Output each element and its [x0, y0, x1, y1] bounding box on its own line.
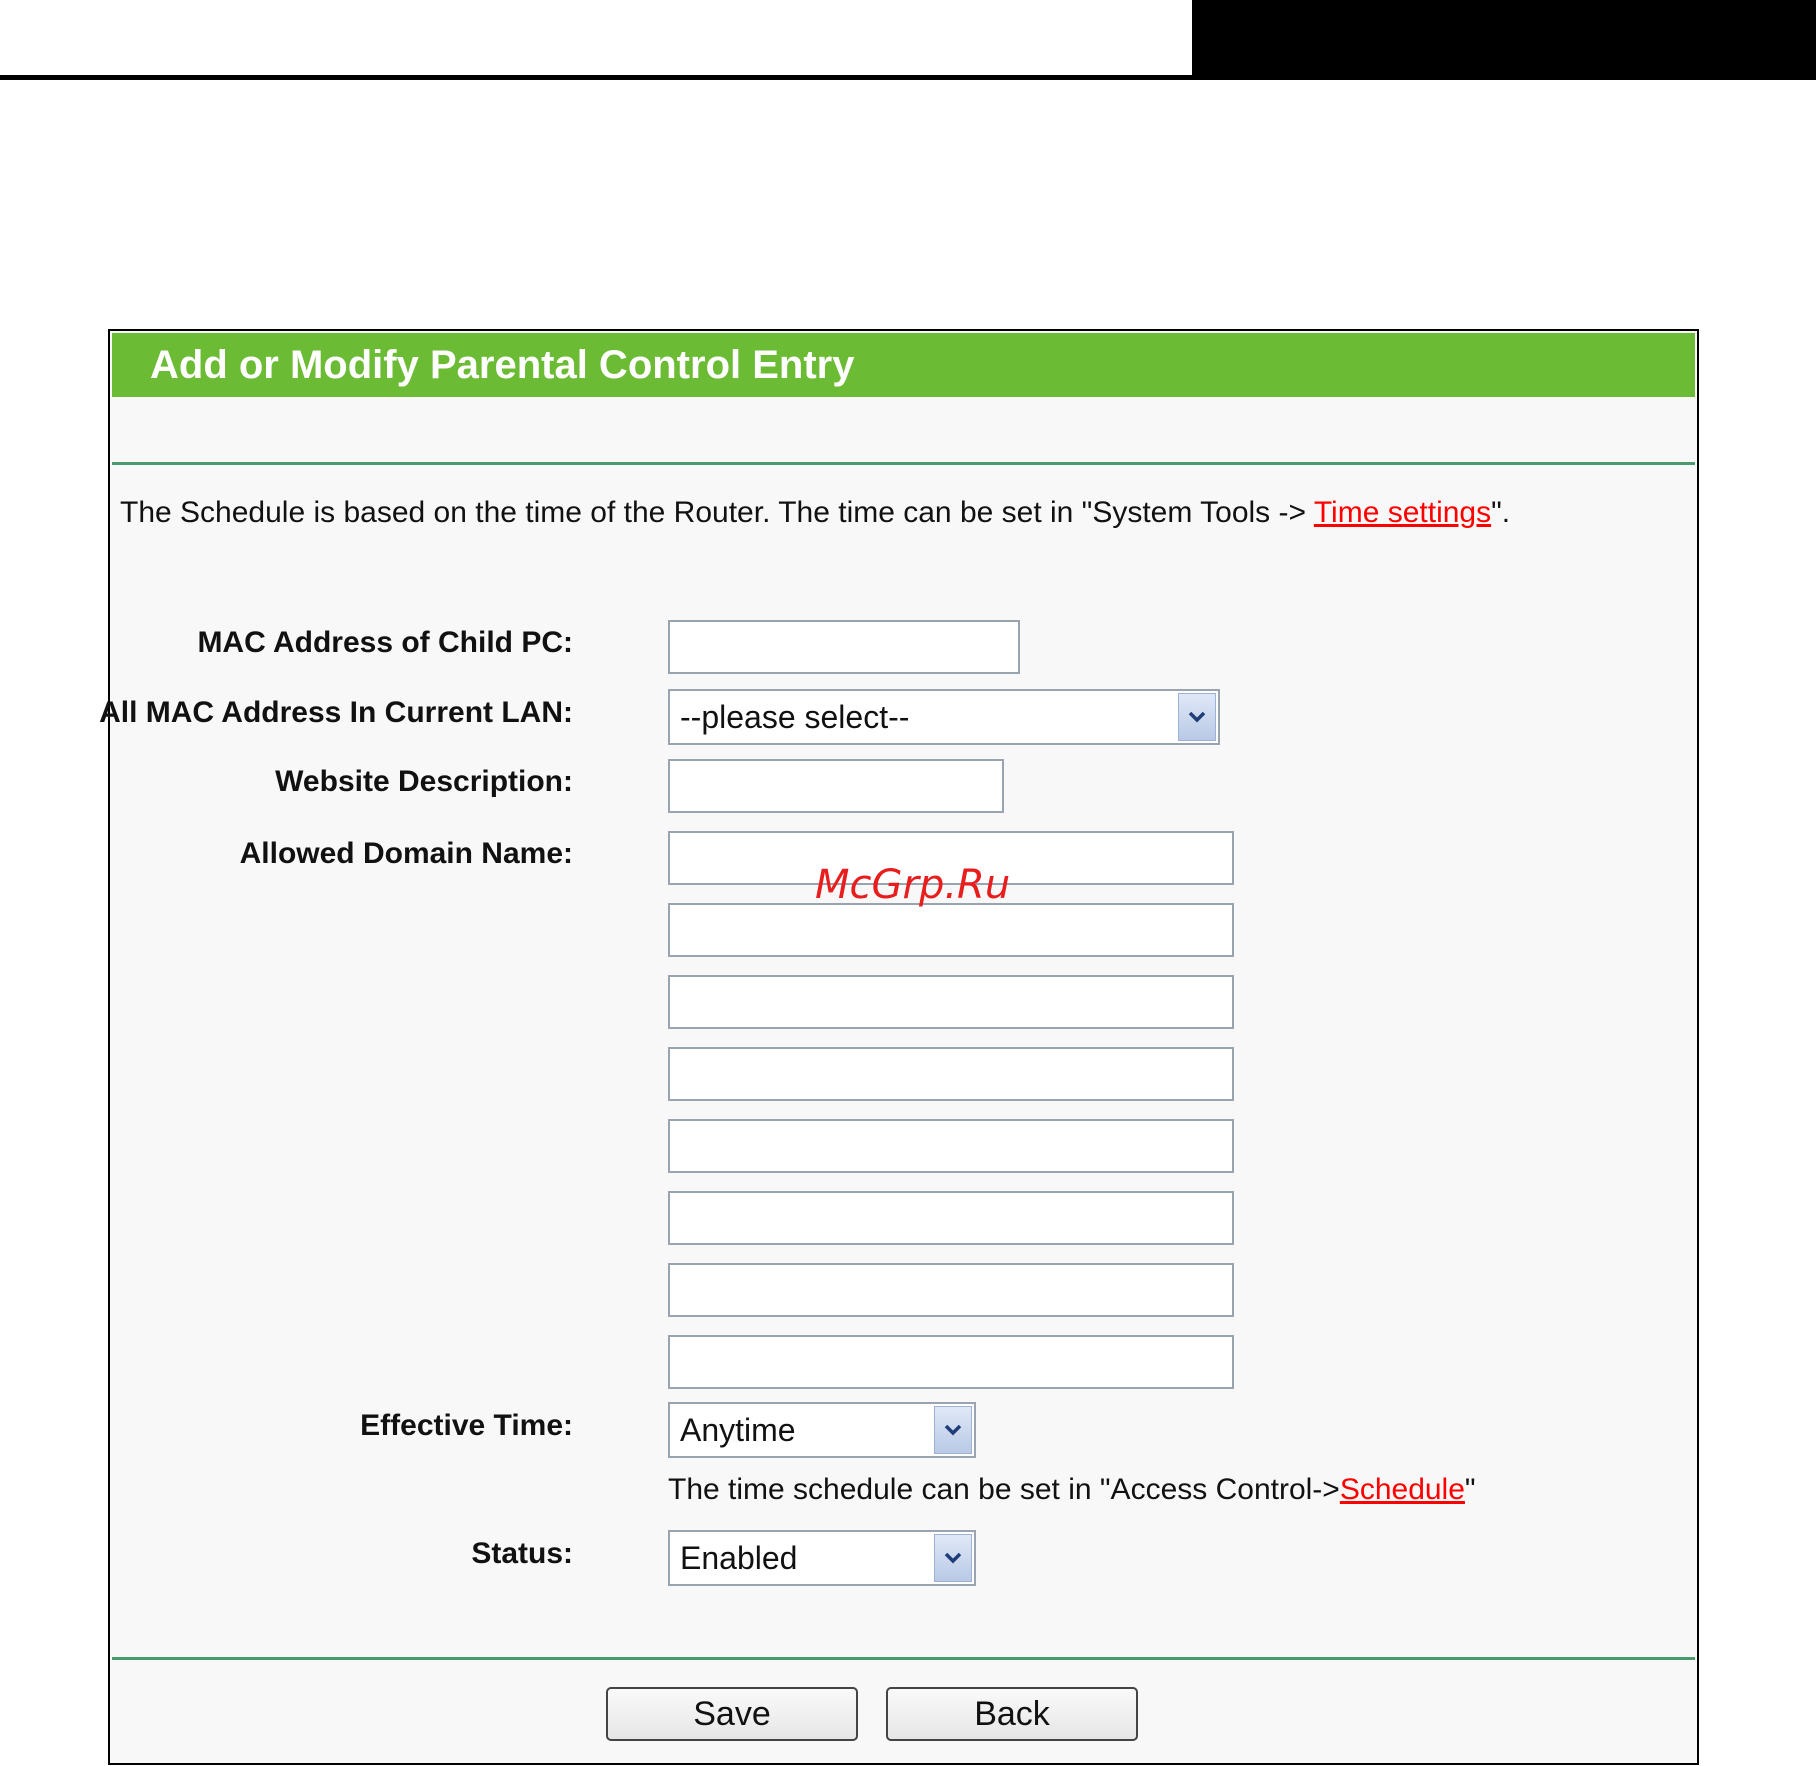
- watermark: McGrp.Ru: [815, 862, 1011, 908]
- top-rule: [0, 75, 1816, 80]
- schedule-note-suffix: ": [1464, 1473, 1476, 1506]
- back-button[interactable]: Back: [886, 1687, 1138, 1741]
- chevron-down-icon[interactable]: [1178, 693, 1216, 741]
- chevron-down-icon[interactable]: [934, 1534, 972, 1582]
- separator-bottom: [112, 1657, 1695, 1660]
- allowed-domain-input-3[interactable]: [668, 975, 1234, 1029]
- allowed-domain-input-8[interactable]: [668, 1335, 1234, 1389]
- save-button[interactable]: Save: [606, 1687, 858, 1741]
- chevron-down-icon[interactable]: [934, 1406, 972, 1454]
- status-select[interactable]: [668, 1530, 976, 1586]
- website-description-label: Website Description:: [275, 765, 573, 798]
- all-mac-address-label: All MAC Address In Current LAN:: [99, 696, 573, 729]
- allowed-domain-input-5[interactable]: [668, 1119, 1234, 1173]
- separator-top: [112, 462, 1695, 465]
- allowed-domain-input-2[interactable]: [668, 903, 1234, 957]
- schedule-link[interactable]: Schedule: [1339, 1473, 1465, 1506]
- effective-time-selected: Anytime: [680, 1412, 796, 1448]
- schedule-note: [668, 1473, 1476, 1507]
- time-settings-link[interactable]: Time settings: [1313, 496, 1492, 529]
- status-selected: Enabled: [680, 1540, 798, 1576]
- top-black-block: [1192, 0, 1816, 78]
- panel-title: Add or Modify Parental Control Entry: [112, 333, 1695, 397]
- effective-time-label: Effective Time:: [360, 1409, 573, 1442]
- status-label: Status:: [471, 1537, 573, 1570]
- allowed-domain-input-6[interactable]: [668, 1191, 1234, 1245]
- parental-control-panel: [99, 329, 1699, 1765]
- all-mac-address-select[interactable]: [668, 689, 1220, 745]
- allowed-domain-input-7[interactable]: [668, 1263, 1234, 1317]
- allowed-domain-input-4[interactable]: [668, 1047, 1234, 1101]
- website-description-input[interactable]: [668, 759, 1004, 813]
- all-mac-address-selected: --please select--: [680, 699, 910, 735]
- schedule-info-note: [120, 496, 1510, 530]
- mac-address-label: MAC Address of Child PC:: [197, 626, 573, 659]
- mac-address-input[interactable]: [668, 620, 1020, 674]
- allowed-domain-label: Allowed Domain Name:: [239, 837, 573, 870]
- note-prefix: The Schedule is based on the time of the Router. The time can be set in "System Tools ->: [120, 496, 1314, 529]
- effective-time-select[interactable]: [668, 1402, 976, 1458]
- schedule-note-prefix: The time schedule can be set in "Access Control->: [668, 1473, 1340, 1506]
- note-suffix: ".: [1491, 496, 1511, 529]
